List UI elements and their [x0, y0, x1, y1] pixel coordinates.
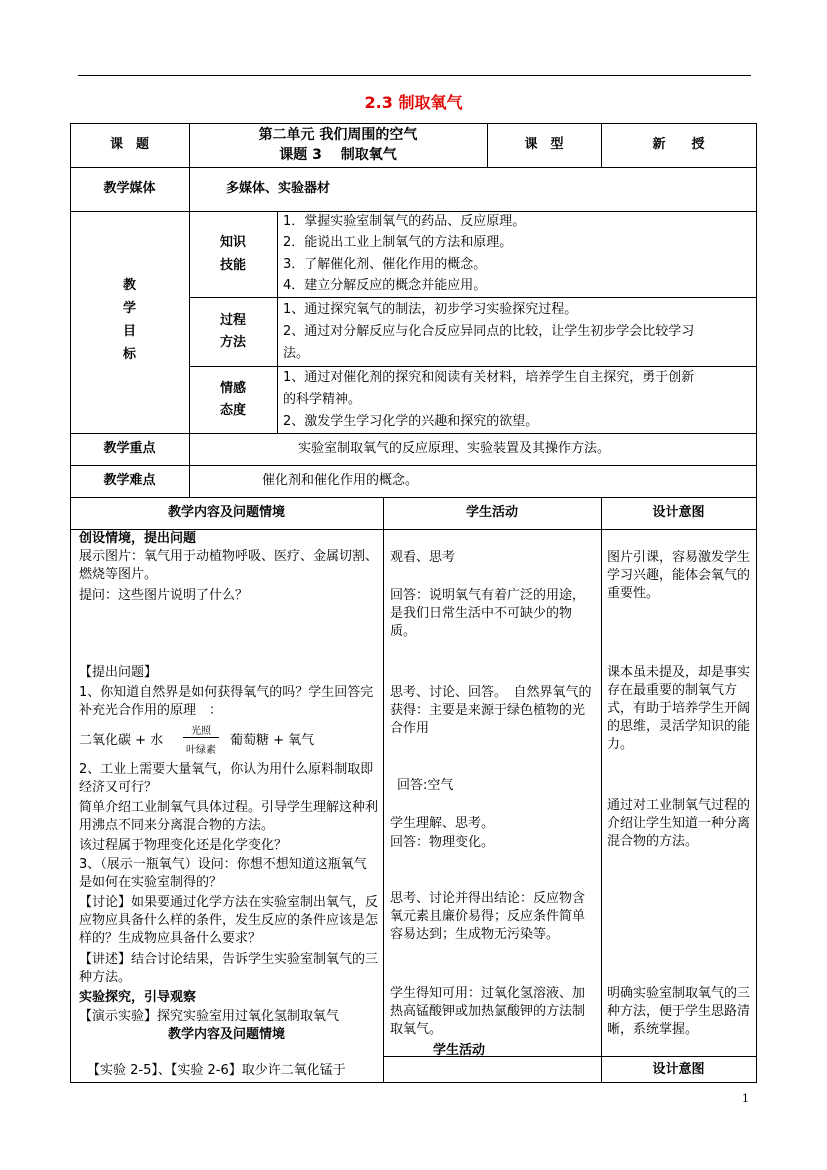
content-industry-intro: 简单介绍工业制氧气具体过程。引导学生理解这种利用沸点不同来分离混合物的方法。	[79, 800, 379, 833]
emotion-item-2: 的科学精神。	[283, 392, 362, 407]
topic-label: 课 题	[109, 137, 149, 152]
column-content-header: 教学内容及问题情境	[167, 505, 285, 520]
knowledge-item-1: 1．掌握实验室制氧气的药品、反应原理。	[283, 214, 526, 229]
column-intent-header: 设计意图	[652, 505, 705, 520]
emotion-item-1: 1、通过对催化剂的探究和阅读有关材料，培养学生自主探究，勇于创新	[283, 370, 695, 385]
activity-three-methods: 学生得知可用：过氧化氢溶液、加热高锰酸钾或加热氯酸钾的方法制取氧气。	[390, 986, 586, 1037]
intent-images: 图片引课，容易激发学生学习兴趣，能体会氧气的重要性。	[607, 550, 751, 601]
process-item-2: 2、通过对分解反应与化合反应异同点的比较，让学生初步学会比较学习	[283, 324, 695, 339]
topic-line2: 课题 3 制取氧气	[279, 147, 397, 163]
content-change-question: 该过程属于物理变化还是化学变化？	[79, 838, 288, 853]
goals-label-3: 目	[122, 324, 136, 339]
process-label-1: 过程	[219, 313, 246, 328]
emotion-item-3: 2、激发学生学习化学的兴趣和探究的欲望。	[283, 414, 539, 429]
content-photosynthesis-question: 1、你知道自然界是如何获得氧气的吗？学生回答完补充光合作用的原理 ：	[79, 685, 374, 718]
activity-understand: 学生理解、思考。	[390, 816, 495, 831]
media-label: 教学媒体	[103, 181, 156, 196]
process-label-2: 方法	[219, 335, 246, 350]
equation-arrow	[183, 737, 219, 738]
topic-line1: 第二单元 我们周围的空气	[258, 127, 418, 143]
type-value: 新 授	[652, 137, 705, 152]
activity-discuss-conclusion: 思考、讨论并得出结论：反应物含氧元素且廉价易得；反应条件简单容易达到；生成物无污染等。	[390, 891, 586, 942]
content-show-images: 展示图片：氧气用于动植物呼吸、医疗、金属切割、燃烧等图片。	[79, 549, 379, 582]
intent-methods: 明确实验室制取氧气的三种方法，便于学生思路清晰，系统掌握。	[607, 986, 751, 1037]
difficult-point-label: 教学难点	[103, 473, 156, 488]
document-title: 2.3 制取氧气	[364, 93, 463, 112]
emotion-label-1: 情感	[219, 381, 246, 396]
key-point-label: 教学重点	[103, 441, 156, 456]
difficult-point-value: 催化剂和催化作用的概念。	[262, 473, 419, 488]
content-demo-experiment: 【演示实验】探究实验室用过氧化氢制取氧气	[79, 1009, 340, 1024]
equation-reactants: 二氧化碳 + 水	[79, 733, 164, 748]
content-discussion: 【讨论】如果要通过化学方法在实验室制出氧气，反应物应具备什么样的条件，发生反应的条件应该是怎样的？生成物应具备什么要求？	[79, 895, 379, 946]
content-lab-question: 3、（展示一瓶氧气）设问：你想不想知道这瓶氧气是如何在实验室制得的？	[79, 857, 367, 890]
equation-condition-bottom: 叶绿素	[186, 745, 216, 756]
header-rule	[78, 75, 751, 76]
section-title-scenario: 创设情境，提出问题	[79, 531, 197, 546]
process-item-3: 法。	[283, 346, 310, 361]
type-label: 课 型	[524, 137, 564, 152]
activity-answer-physical: 回答：物理变化。	[390, 835, 495, 850]
content-experiment-steps: 【实验 2-5】、【实验 2-6】取少许二氧化锰于	[87, 1063, 346, 1078]
page-number: 1	[742, 1092, 749, 1105]
activity-answer-air: 回答:空气	[397, 778, 454, 793]
media-value: 多媒体、实验器材	[226, 181, 331, 196]
knowledge-label-1: 知识	[219, 235, 246, 250]
content-raise-question: 【提出问题】	[79, 665, 158, 680]
knowledge-item-3: 3．了解催化剂、催化作用的概念。	[283, 257, 487, 272]
section-title-experiment: 实验探究，引导观察	[79, 990, 197, 1005]
goals-label-4: 标	[122, 347, 136, 362]
equation-condition-top: 光照	[191, 726, 211, 737]
repeat-activity-header: 学生活动	[433, 1043, 486, 1058]
knowledge-item-2: 2．能说出工业上制氧气的方法和原理。	[283, 235, 513, 250]
intent-photosynthesis: 课本虽未提及，却是事实存在最重要的制氧气方式，有助于培养学生开阔的思维，灵活学知识的能力。	[607, 665, 751, 752]
activity-watch: 观看、思考	[390, 550, 456, 565]
repeat-content-header: 教学内容及问题情境	[167, 1027, 285, 1042]
column-activity-header: 学生活动	[465, 505, 518, 520]
goals-label-1: 教	[122, 278, 136, 293]
activity-photosynthesis: 思考、讨论、回答。 自然界氧气的获得：主要是来源于绿色植物的光合作用	[390, 685, 592, 736]
equation-products: 葡萄糖 + 氧气	[230, 733, 315, 748]
content-industry-question: 2、工业上需要大量氧气，你认为用什么原料制取即经济又可行？	[79, 762, 374, 795]
content-question: 提问：这些图片说明了什么？	[79, 588, 249, 603]
goals-label-2: 学	[122, 301, 136, 316]
repeat-intent-header: 设计意图	[652, 1062, 705, 1077]
knowledge-item-4: 4．建立分解反应的概念并能应用。	[283, 278, 487, 293]
intent-industry: 通过对工业制氧气过程的介绍让学生知道一种分离混合物的方法。	[607, 798, 751, 849]
content-explain: 【讲述】结合讨论结果，告诉学生实验室制氧气的三种方法。	[79, 952, 379, 985]
emotion-label-2: 态度	[219, 403, 246, 418]
key-point-value: 实验室制取氧气的反应原理、实验装置及其操作方法。	[298, 441, 611, 456]
knowledge-label-2: 技能	[219, 258, 246, 273]
process-item-1: 1、通过探究氧气的制法，初步学习实验探究过程。	[283, 302, 578, 317]
activity-answer-uses: 回答：说明氧气有着广泛的用途，是我们日常生活中不可缺少的物质。	[390, 588, 586, 639]
